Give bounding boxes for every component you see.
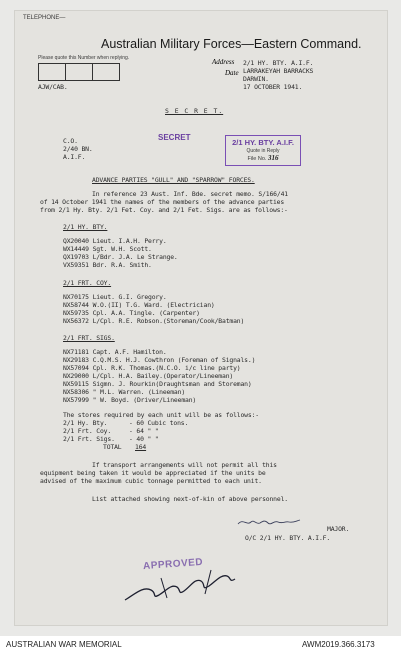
- stores-amount: - 60 Cubic tons.: [129, 419, 189, 427]
- approval-signature: [121, 564, 239, 606]
- letter-date: 17 OCTOBER 1941.: [243, 83, 303, 91]
- approved-stamp: APPROVED: [142, 556, 204, 573]
- member-line: NX71181 Capt. A.F. Hamilton.: [63, 348, 167, 356]
- member-line: NX57999 " W. Boyd. (Driver/Lineeman): [63, 396, 197, 404]
- address-line-3: DARWIN.: [243, 75, 269, 83]
- addressee-line-2: 2/40 BN.: [63, 145, 93, 153]
- member-line: QX20040 Lieut. I.A.H. Perry.: [63, 237, 167, 245]
- member-line: NX59735 Cpl. A.A. Tingle. (Carpenter): [63, 309, 200, 317]
- address-line-2: LARRAKEYAH BARRACKS: [243, 67, 314, 75]
- subject-line: ADVANCE PARTIES "GULL" AND "SPARROW" FORCES.: [92, 176, 255, 184]
- typed-classification: S E C R E T.: [165, 107, 224, 115]
- member-line: NX29183 C.Q.M.S. H.J. Cowthron (Foreman of Signals.): [63, 356, 256, 364]
- member-line: NX58306 " M.L. Warren. (Lineeman): [63, 388, 186, 396]
- file-stamp-quote: Quote in Reply: [246, 148, 280, 154]
- footer-catalog-id: AWM2019.366.3173: [302, 640, 375, 649]
- stores-amount: - 64 " ": [129, 427, 159, 435]
- stores-intro: The stores required by each unit will be as follows:-: [63, 411, 259, 419]
- stores-unit: 2/1 Hy. Bty.: [63, 419, 108, 427]
- addressee-line-3: A.I.F.: [63, 153, 86, 161]
- quote-note: Please quote this Number when replying.: [38, 55, 130, 61]
- member-line: NX56372 L/Cpl. R.E. Robson.(Storeman/Cook/Batman): [63, 317, 245, 325]
- address-label: Address: [212, 58, 235, 66]
- telephone-label: TELEPHONE—: [23, 15, 66, 21]
- letterhead-title: Australian Military Forces—Eastern Command.: [101, 37, 362, 51]
- section-heading: 2/1 FRT. COY.: [63, 279, 112, 287]
- member-line: VX59351 Bdr. R.A. Smith.: [63, 261, 152, 269]
- addressee-line-1: C.O.: [63, 137, 78, 145]
- stores-unit: 2/1 Frt. Coy.: [63, 427, 112, 435]
- stores-unit: 2/1 Frt. Sigs.: [63, 435, 115, 443]
- section-heading: 2/1 FRT. SIGS.: [63, 334, 115, 342]
- signature-unit: O/C 2/1 HY. BTY. A.I.F.: [245, 534, 331, 542]
- officer-signature: [235, 514, 303, 530]
- attached-note: List attached showing next-of-kin of above personnel.: [92, 495, 288, 503]
- archive-footer: [0, 636, 401, 653]
- footer-institution: AUSTRALIAN WAR MEMORIAL: [6, 640, 122, 649]
- signature-rank: MAJOR.: [327, 525, 350, 533]
- transport-line-2: equipment being taken it would be appreciated if the units be: [40, 469, 266, 477]
- member-line: NX70175 Lieut. G.I. Gregory.: [63, 293, 167, 301]
- member-line: QX19703 L/Bdr. J.A. Le Strange.: [63, 253, 178, 261]
- file-stamp-unit: 2/1 HY. BTY. A.I.F.: [232, 138, 294, 147]
- reference-code: AJW/CAB.: [38, 83, 68, 91]
- transport-line-1: If transport arrangements will not permit all this: [92, 461, 277, 469]
- intro-line-2: of 14 October 1941 the names of the members of the advance parties: [40, 198, 285, 206]
- file-stamp-number: 316: [267, 154, 279, 162]
- file-stamp: [225, 135, 301, 166]
- letter-sheet: [15, 11, 387, 625]
- intro-line-3: from 2/1 Hy. Bty. 2/1 Fet. Coy. and 2/1 Fet. Sigs. are as follows:-: [40, 206, 288, 214]
- member-line: NX58744 W.O.(II) T.G. Ward. (Electrician): [63, 301, 215, 309]
- stores-total-value: 164: [135, 443, 147, 451]
- member-line: NX57094 Cpl. R.K. Thomas.(N.C.O. i/c line party): [63, 364, 241, 372]
- intro-line-1: In reference 23 Aust. Inf. Bde. secret memo. S/166/41: [92, 190, 288, 198]
- reference-number-box: [38, 63, 120, 81]
- secret-stamp: SECRET: [158, 133, 191, 142]
- file-stamp-label: File No.: [247, 156, 267, 162]
- member-line: NX29000 L/Cpl. H.A. Bailey.(Operator/Lineeman): [63, 372, 234, 380]
- date-label: Date: [225, 69, 239, 77]
- member-line: NX59115 Sigmn. J. Rourkin(Draughtsman and Storeman): [63, 380, 252, 388]
- member-line: WX14449 Sgt. W.H. Scott.: [63, 245, 152, 253]
- stores-total-label: TOTAL: [103, 443, 122, 451]
- stores-amount: - 40 " ": [129, 435, 159, 443]
- address-line-1: 2/1 HY. BTY. A.I.F.: [243, 59, 314, 67]
- section-heading: 2/1 HY. BTY.: [63, 223, 108, 231]
- transport-line-3: advised of the maximum cubic tonnage permitted to each unit.: [40, 477, 262, 485]
